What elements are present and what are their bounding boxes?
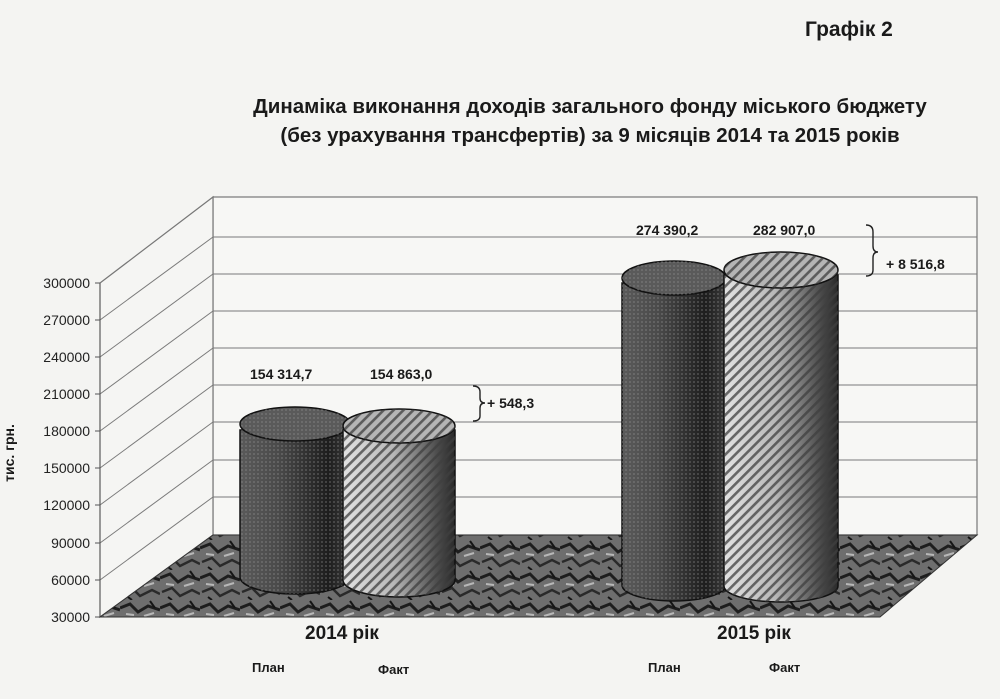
bar-2015-fact <box>724 252 838 602</box>
y-tick: 300000 <box>43 275 90 291</box>
category-label-2015: 2015 рік <box>717 623 791 644</box>
chart-title-line2: (без урахування трансфертів) за 9 місяців 2014 та 2015 років <box>280 124 900 147</box>
y-tick: 180000 <box>43 423 90 439</box>
value-label-2015-fact: 282 907,0 <box>753 222 816 238</box>
bar-2015-plan <box>622 261 726 601</box>
y-tick: 120000 <box>43 497 90 513</box>
diff-label-2014: + 548,3 <box>487 395 535 411</box>
y-tick: 270000 <box>43 312 90 328</box>
chart-floor <box>100 535 977 617</box>
y-axis <box>95 283 100 617</box>
value-label-2014-fact: 154 863,0 <box>370 366 433 382</box>
diff-label-2015: + 8 516,8 <box>886 256 945 272</box>
bar-2014-plan <box>240 407 350 594</box>
y-axis-label: тис. грн. <box>0 424 17 482</box>
value-label-2015-plan: 274 390,2 <box>636 222 699 238</box>
series-label-2015-fact: Факт <box>769 660 801 675</box>
category-label-2014: 2014 рік <box>305 623 379 644</box>
y-tick: 30000 <box>51 609 90 625</box>
bar-2014-fact <box>343 409 455 597</box>
y-tick: 210000 <box>43 386 90 402</box>
value-label-2014-plan: 154 314,7 <box>250 366 313 382</box>
graph-number: Графік 2 <box>805 18 893 41</box>
series-label-2015-plan: План <box>648 660 681 675</box>
y-tick: 90000 <box>51 535 90 551</box>
y-tick: 60000 <box>51 572 90 588</box>
chart-title-line1: Динаміка виконання доходів загального фонду міського бюджету <box>253 95 927 118</box>
y-tick: 240000 <box>43 349 90 365</box>
y-tick: 150000 <box>43 460 90 476</box>
series-label-2014-fact: Факт <box>378 662 410 677</box>
series-label-2014-plan: План <box>252 660 285 675</box>
